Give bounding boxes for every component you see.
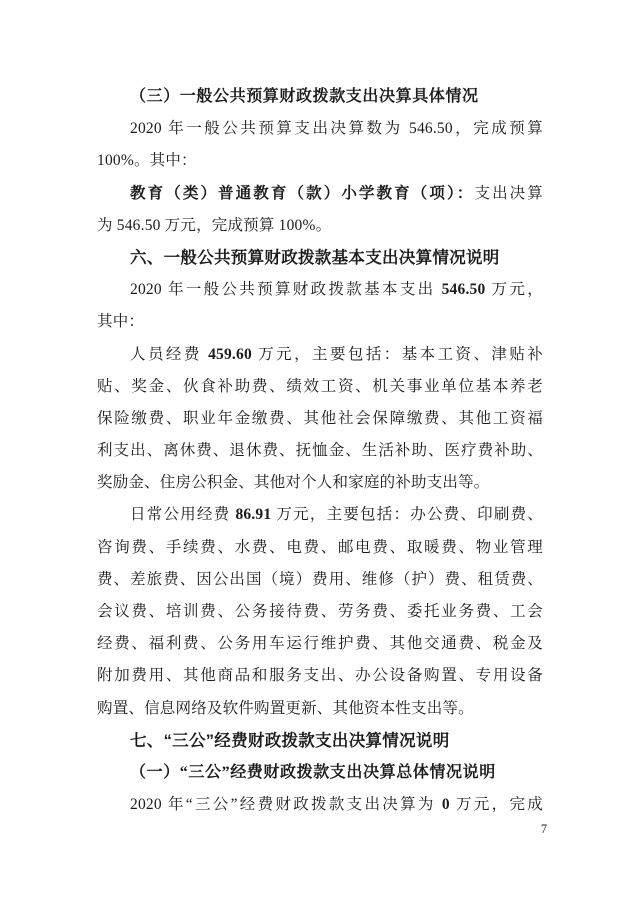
text-line <box>97 789 543 821</box>
text-line <box>97 660 543 692</box>
text-segment: 经费、福利费、公务用车运行维护费、其他交通费、税金及 <box>97 635 543 653</box>
text-line <box>97 274 543 306</box>
text-line <box>97 210 543 242</box>
text-segment: 附加费用、其他商品和服务支出、办公设备购置、专用设备 <box>97 667 543 685</box>
text-segment: 万元，主要包括：办公费、印刷费、 <box>271 506 543 524</box>
text-segment-bold: （一）“三公”经费财政拨款支出决算总体情况说明 <box>130 763 496 781</box>
text-line <box>97 499 543 531</box>
text-line <box>97 757 543 789</box>
text-segment: 咨询费、手续费、水费、电费、邮电费、取暖费、物业管理 <box>97 538 543 556</box>
text-segment: 其中： <box>97 313 145 331</box>
text-line <box>97 403 543 435</box>
text-segment: 贴、奖金、伙食补助费、绩效工资、机关事业单位基本养老 <box>97 377 543 395</box>
text-segment: 2020 年“三公”经费财政拨款支出决算为 <box>130 796 442 814</box>
text-line <box>97 435 543 467</box>
text-segment-bold: 七、“三公”经费财政拨款支出决算情况说明 <box>130 731 450 750</box>
text-segment-bold: 教育（类）普通教育（款）小学教育（项）： <box>130 184 475 202</box>
text-segment: 保险缴费、职业年金缴费、其他社会保障缴费、其他工资福 <box>97 409 543 427</box>
text-segment: 会议费、培训费、公务接待费、劳务费、委托业务费、工会 <box>97 603 543 620</box>
text-line <box>97 467 543 499</box>
text-line <box>97 178 543 210</box>
text-segment: 万元，完成 <box>449 796 543 814</box>
text-line <box>97 145 543 177</box>
text-line <box>97 596 543 628</box>
text-line <box>97 306 543 338</box>
text-segment: 购置、信息网络及软件购置更新、其他资本性支出等。 <box>97 699 474 717</box>
text-segment-bold: 六、一般公共预算财政拨款基本支出决算情况说明 <box>130 248 500 267</box>
text-line <box>97 628 543 660</box>
text-line <box>97 339 543 371</box>
text-segment: 万元，主要包括：基本工资、津贴补 <box>251 345 543 363</box>
text-line <box>97 564 543 596</box>
text-line <box>97 242 543 274</box>
text-segment: 100%。其中： <box>97 152 197 170</box>
text-segment: 2020 年一般公共预算支出决算数为 546.50，完成预算 <box>130 120 543 138</box>
text-segment-bold: 86.91 <box>235 506 272 524</box>
text-segment: 支出决算 <box>474 184 543 202</box>
text-segment: 为 546.50 万元，完成预算 100%。 <box>97 216 332 234</box>
text-segment: 利支出、离休费、退休费、抚恤金、生活补助、医疗费补助、 <box>97 442 543 460</box>
text-segment: 万元， <box>485 281 543 299</box>
text-segment: 2020 年一般公共预算财政拨款基本支出 <box>130 281 442 299</box>
text-segment: 费、差旅费、因公出国（境）费用、维修（护）费、租赁费、 <box>97 570 543 588</box>
text-segment: 日常公用经费 <box>130 506 236 524</box>
text-segment-bold: 459.60 <box>208 345 252 363</box>
text-segment: 人员经费 <box>130 345 209 363</box>
text-line <box>97 371 543 403</box>
text-line <box>97 693 543 725</box>
text-segment-bold: 0 <box>441 796 450 814</box>
text-segment: 奖励金、住房公积金、其他对个人和家庭的补助支出等。 <box>97 474 490 492</box>
text-line <box>97 725 543 757</box>
text-line <box>97 532 543 564</box>
text-line <box>97 81 543 113</box>
text-block <box>97 81 543 821</box>
page-number: 7 <box>540 822 548 836</box>
text-line <box>97 113 543 145</box>
text-segment-bold: （三）一般公共预算财政拨款支出决算具体情况 <box>130 88 479 105</box>
text-segment-bold: 546.50 <box>441 281 486 299</box>
